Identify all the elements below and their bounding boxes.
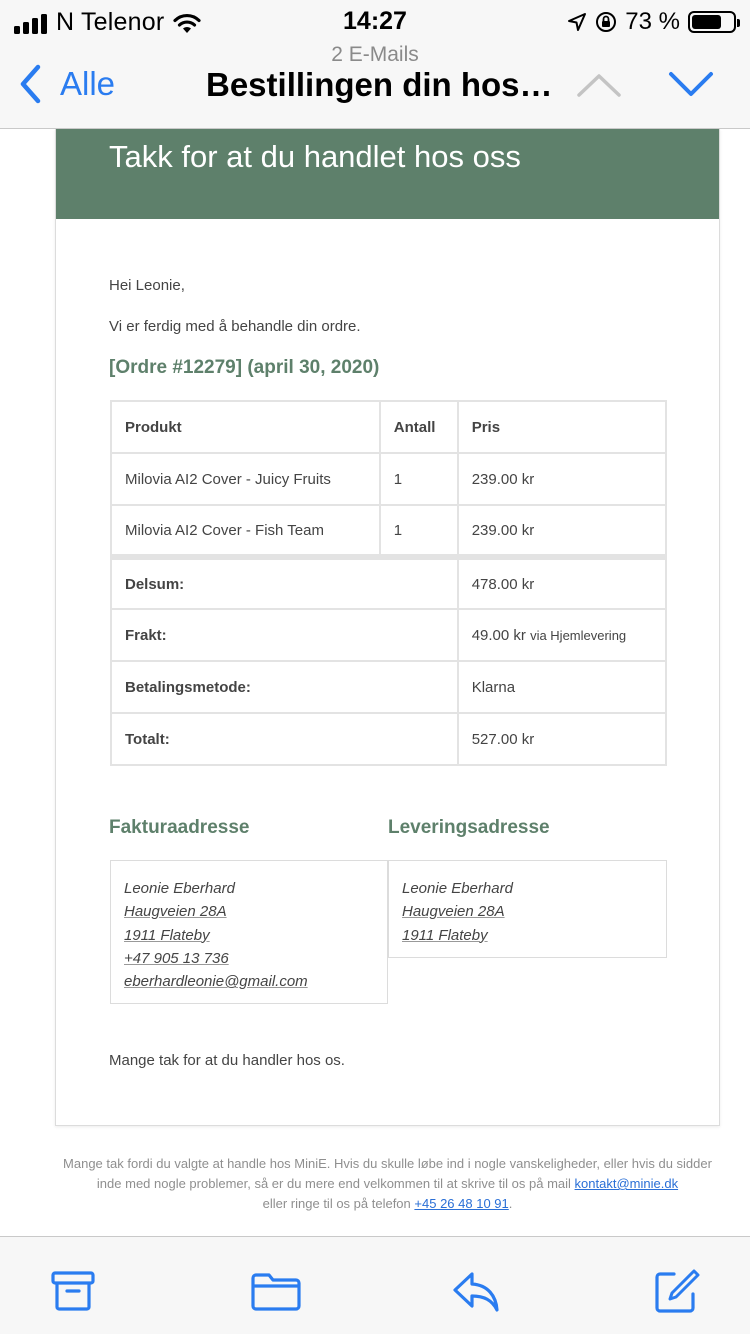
billing-phone-link[interactable]: +47 905 13 736 (124, 949, 229, 967)
status-time: 14:27 (343, 7, 407, 35)
shipping-address-box (388, 860, 667, 958)
billing-name: Leonie Eberhard (124, 880, 235, 897)
carrier-name: N Telenor (56, 8, 165, 36)
product-quantity: 1 (380, 505, 458, 557)
product-price: 239.00 kr (458, 453, 666, 505)
archive-icon[interactable] (51, 1270, 95, 1312)
shipping-row (111, 609, 666, 661)
email-body-card (55, 129, 720, 1126)
order-table (110, 400, 667, 766)
payment-method-row (111, 661, 666, 713)
table-row (111, 453, 666, 505)
battery-percentage: 73 % (625, 8, 680, 35)
product-name: Milovia AI2 Cover - Fish Team (111, 505, 380, 557)
next-message-icon[interactable] (668, 70, 714, 98)
shipping-city-link[interactable]: 1911 Flateby (402, 926, 488, 944)
shipping-name: Leonie Eberhard (402, 880, 513, 897)
footer-text: Mange tak fordi du valgte at handle hos MiniE. Hvis du skulle løbe ind i nogle vanskeligheder, eller hvis du sidder inde med nogle problemer, så er du mere end velkommen til at skrive til os på mail (63, 1156, 712, 1191)
payment-method-value: Klarna (458, 661, 666, 713)
total-value: 527.00 kr (458, 713, 666, 765)
shipping-cell (458, 609, 666, 661)
back-button[interactable] (18, 64, 115, 104)
status-right (567, 8, 736, 36)
table-header-row (111, 401, 666, 453)
shipping-street-link[interactable]: Haugveien 28A (402, 903, 505, 921)
email-footer (60, 1154, 715, 1214)
table-row (111, 505, 666, 557)
compose-icon[interactable] (654, 1268, 700, 1314)
billing-city-link[interactable]: 1911 Flateby (124, 926, 210, 944)
order-heading: [Ordre #12279] (april 30, 2020) (109, 357, 380, 378)
subtotal-label: Delsum: (111, 557, 458, 609)
product-price: 239.00 kr (458, 505, 666, 557)
shipping-label: Frakt: (111, 609, 458, 661)
product-name: Milovia AI2 Cover - Juicy Fruits (111, 453, 380, 505)
battery-level (692, 15, 721, 29)
billing-address-box (110, 860, 388, 1004)
orientation-lock-icon (595, 11, 617, 33)
total-row (111, 713, 666, 765)
reply-icon[interactable] (452, 1270, 500, 1314)
top-bar (0, 0, 750, 129)
product-quantity: 1 (380, 453, 458, 505)
email-header-title: Takk for at du handlet hos oss (109, 139, 521, 174)
chevron-left-icon (18, 64, 42, 104)
column-header-price: Pris (458, 401, 666, 453)
footer-phone-text: eller ringe til os på telefon (262, 1196, 411, 1211)
column-header-product: Produkt (111, 401, 380, 453)
billing-street-link[interactable]: Haugveien 28A (124, 903, 227, 921)
back-label: Alle (60, 65, 116, 102)
shipping-method: via Hjemlevering (530, 627, 627, 643)
billing-email-link[interactable]: eberhardleonie@gmail.com (124, 973, 308, 991)
bottom-toolbar (0, 1236, 750, 1334)
email-header-banner (56, 129, 719, 219)
footer-end: . (508, 1196, 513, 1211)
subtotal-value: 478.00 kr (458, 557, 666, 609)
email-subject-title: Bestillingen din hos… (206, 66, 553, 103)
column-header-quantity: Antall (380, 401, 458, 453)
previous-message-icon[interactable] (576, 72, 622, 98)
shipping-address-heading: Leveringsadresse (388, 817, 550, 838)
contact-phone-link[interactable]: +45 26 48 10 91 (414, 1196, 509, 1211)
battery-icon (688, 11, 736, 33)
payment-method-label: Betalingsmetode: (111, 661, 458, 713)
subtotal-row (111, 557, 666, 609)
billing-address-heading: Fakturaadresse (109, 817, 250, 838)
greeting-text: Hei Leonie, (109, 277, 185, 294)
folder-icon[interactable] (251, 1270, 301, 1312)
location-arrow-icon (567, 12, 587, 32)
message-count: 2 E-Mails (331, 43, 419, 66)
intro-text: Vi er ferdig med å behandle din ordre. (109, 318, 361, 335)
total-label: Totalt: (111, 713, 458, 765)
contact-email-link[interactable]: kontakt@minie.dk (574, 1176, 679, 1191)
closing-text: Mange tak for at du handler hos os. (109, 1052, 345, 1069)
shipping-value: 49.00 kr (471, 626, 526, 644)
